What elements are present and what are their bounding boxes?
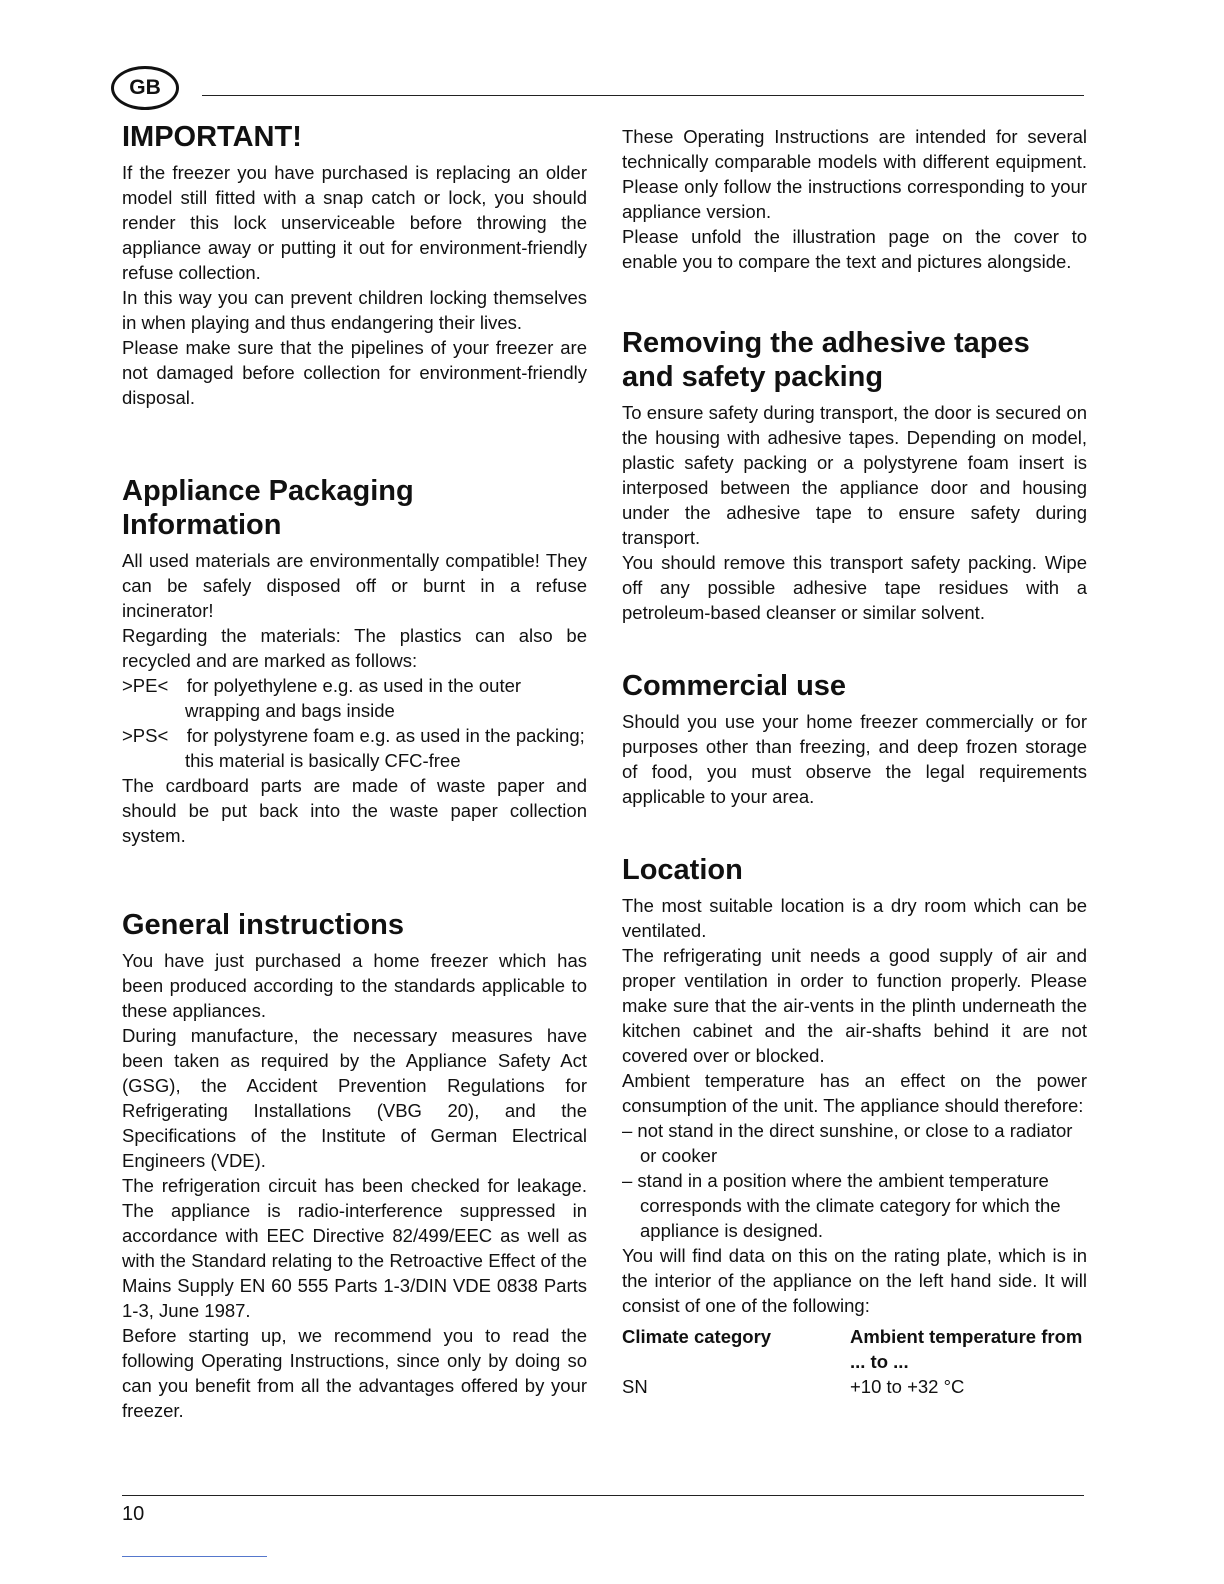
location-heading: Location — [622, 854, 743, 886]
location-bullet-1: – not stand in the direct sunshine, or close to a radiator or cooker — [622, 1120, 1073, 1166]
climate-table — [622, 1324, 1087, 1399]
ambient-temperature-header: Ambient temperature from ... to ... — [850, 1326, 1083, 1372]
packaging-ps-item: >PS< for polystyrene foam e.g. as used in the packing; this material is basically CFC-free — [122, 725, 585, 771]
intro-paragraph-2: Please unfold the illustration page on the cover to enable you to compare the text and pictures alongside. — [622, 226, 1087, 272]
packaging-paragraph-3: The cardboard parts are made of waste paper and should be put back into the waste paper collection system. — [122, 775, 587, 846]
location-paragraph-2: The refrigerating unit needs a good supply of air and proper ventilation in order to function properly. Please make sure that the air-vents in the plinth underneath the kitchen cabinet and the air-shafts behind it are not covered over or blocked. — [622, 945, 1087, 1066]
important-heading: IMPORTANT! — [122, 121, 302, 153]
general-paragraph-2: During manufacture, the necessary measures have been taken as required by the Appliance Safety Act (GSG), the Accident Prevention Regulations for Refrigerating Installations (VBG 20), and the Specifications of the Institute of German Electrical Engineers (VDE). — [122, 1025, 587, 1171]
left-column — [122, 110, 587, 1423]
intro-paragraph-1: These Operating Instructions are intended for several technically comparable models with different equipment. Please only follow the instructions corresponding to your appliance version. — [622, 126, 1087, 222]
footer-rule — [122, 1495, 1084, 1496]
right-column — [622, 110, 1087, 1399]
location-paragraph-3: Ambient temperature has an effect on the power consumption of the unit. The appliance should therefore: — [622, 1070, 1087, 1116]
important-paragraph-1: If the freezer you have purchased is replacing an older model still fitted with a snap catch or lock, you should render this lock unserviceable before throwing the appliance away or putting it out for environment-friendly refuse collection. — [122, 162, 587, 283]
general-heading: General instructions — [122, 909, 405, 941]
table-row — [622, 1374, 1087, 1399]
removing-paragraph-1: To ensure safety during transport, the door is secured on the housing with adhesive tapes. Depending on model, plastic safety packing or a polystyrene foam insert is interposed between the appliance door and housing under the adhesive tape to ensure safety during transport. — [622, 402, 1087, 548]
commercial-paragraph: Should you use your home freezer commercially or for purposes other than freezing, and deep frozen storage of food, you must observe the legal requirements applicable to your area. — [622, 711, 1087, 807]
temperature-range-cell: +10 to +32 °C — [850, 1376, 965, 1397]
general-paragraph-1: You have just purchased a home freezer which has been produced according to the standards applicable to these appliances. — [122, 950, 587, 1021]
language-badge: GB — [111, 66, 179, 110]
commercial-heading: Commercial use — [622, 670, 847, 702]
general-paragraph-3: The refrigeration circuit has been checked for leakage. The appliance is radio-interference suppressed in accordance with EEC Directive 82/499/EEC as well as with the Standard relating to the Retroactive Effect of the Mains Supply EN 60 555 Parts 1-3/DIN VDE 0838 Parts 1-3, June 1987. — [122, 1175, 587, 1321]
climate-table-header-row — [622, 1324, 1087, 1374]
climate-category-header: Climate category — [622, 1326, 772, 1347]
packaging-pe-item: >PE< for polyethylene e.g. as used in the outer wrapping and bags inside — [122, 675, 522, 721]
location-paragraph-4: You will find data on this on the rating plate, which is in the interior of the appliance on the left hand side. It will consist of one of the following: — [622, 1245, 1087, 1316]
important-paragraph-2: In this way you can prevent children locking themselves in when playing and thus endangering their lives. — [122, 287, 587, 333]
climate-category-cell: SN — [622, 1376, 648, 1397]
general-paragraph-4: Before starting up, we recommend you to read the following Operating Instructions, since only by doing so can you benefit from all the advantages offered by your freezer. — [122, 1325, 587, 1421]
removing-paragraph-2: You should remove this transport safety packing. Wipe off any possible adhesive tape residues with a petroleum-based cleanser or similar solvent. — [622, 552, 1087, 623]
packaging-heading: Appliance Packaging Information — [122, 475, 414, 541]
important-paragraph-3: Please make sure that the pipelines of your freezer are not damaged before collection for environment-friendly disposal. — [122, 337, 587, 408]
removing-heading: Removing the adhesive tapes and safety packing — [622, 327, 1030, 393]
location-bullet-2: – stand in a position where the ambient temperature corresponds with the climate category for which the appliance is designed. — [622, 1170, 1061, 1241]
packaging-paragraph-1: All used materials are environmentally compatible! They can be safely disposed off or burnt in a refuse incinerator! — [122, 550, 587, 621]
footnote-rule — [122, 1556, 267, 1557]
page-number: 10 — [122, 1503, 145, 1525]
packaging-paragraph-2: Regarding the materials: The plastics can also be recycled and are marked as follows: — [122, 625, 587, 671]
header-rule — [202, 95, 1084, 96]
location-paragraph-1: The most suitable location is a dry room which can be ventilated. — [622, 895, 1087, 941]
